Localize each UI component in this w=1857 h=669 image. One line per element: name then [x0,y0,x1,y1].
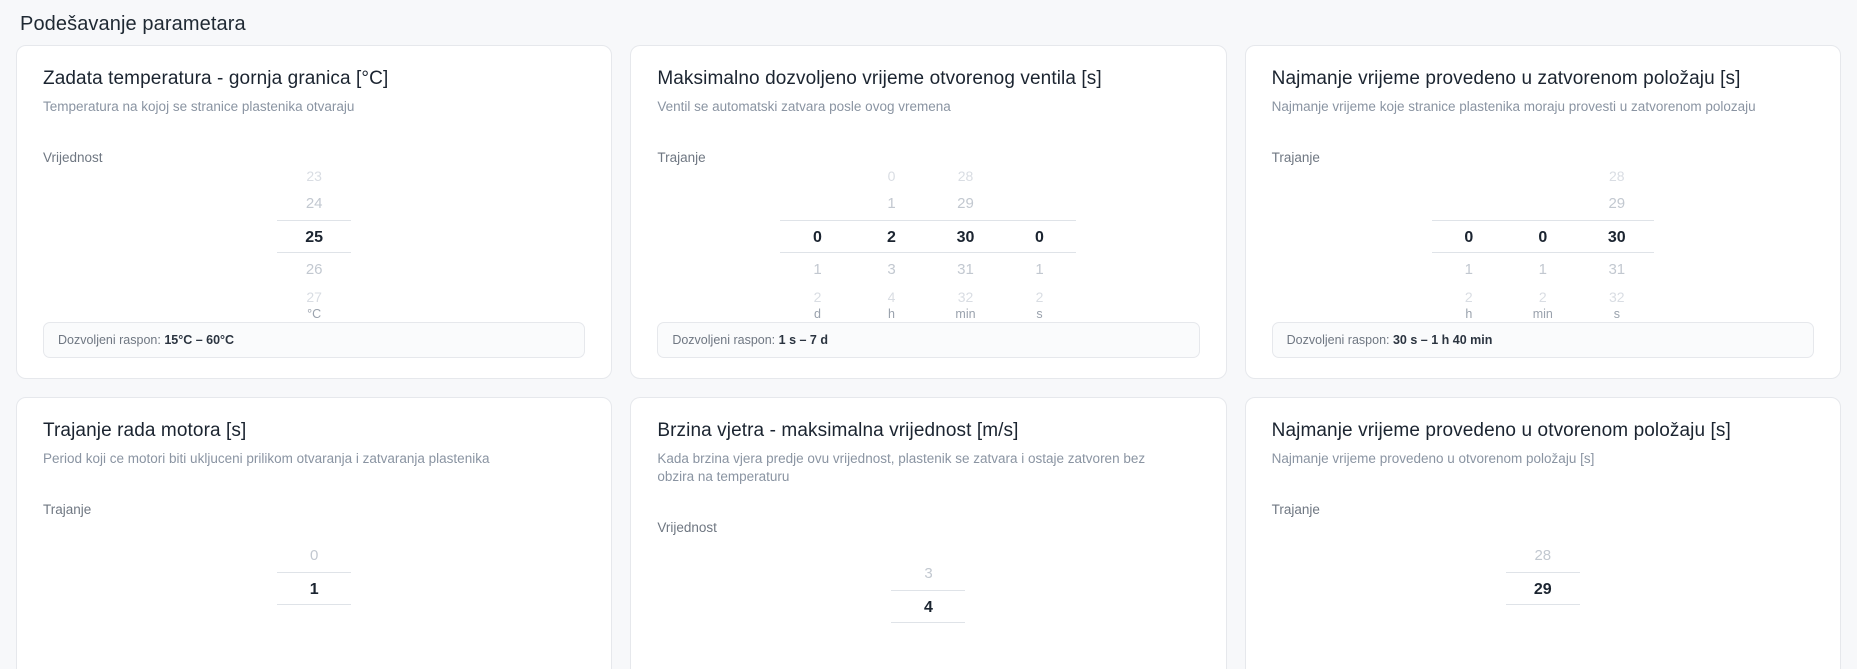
picker-unit-label: min [1532,307,1553,322]
picker-option-above-1[interactable]: 1 [887,195,896,213]
picker-unit-label [277,658,351,669]
picker-column-wind-speed[interactable] [891,537,965,669]
field-label: Trajanje [1271,150,1320,166]
parameter-card-motor-run-time [16,397,612,669]
picker-column-seconds[interactable] [1002,167,1076,322]
picker-option-selected[interactable]: 0 [780,220,854,253]
picker-option-below-1[interactable]: 1 [1464,261,1473,279]
card-description: Period koji ce motori biti ukljuceni prilikom otvaranja i zatvaranja plastenika [43,451,490,466]
duration-picker[interactable] [657,167,1199,327]
card-description: Najmanje vrijeme provedeno u otvorenom položaju [s] [1271,451,1595,466]
picker-unit-label: d [814,307,821,322]
picker-option-above-2[interactable] [891,537,965,557]
picker-unit-label: s [1613,307,1620,322]
picker-option-above-2[interactable] [277,519,351,539]
parameter-card-max-valve-open-time [630,45,1226,379]
field-label: Vrijednost [657,520,717,536]
picker-option-above-1[interactable] [1432,187,1506,220]
picker-column-days[interactable] [780,167,854,322]
card-title: Najmanje vrijeme provedeno u zatvorenom položaju [s] [1271,68,1741,89]
picker-option-below-2[interactable]: 2 [1035,289,1044,306]
picker-option-below-1[interactable]: 1 [1538,261,1547,279]
card-description: Temperatura na kojoj se stranice plastenika otvaraju [43,99,355,114]
duration-picker[interactable] [1272,519,1814,669]
parameter-card-max-wind-speed [630,397,1226,669]
picker-option-selected[interactable]: 4 [891,590,965,623]
field-label: Vrijednost [43,150,103,166]
picker-option-above-1[interactable] [1002,187,1076,220]
picker-unit-label: s [1036,307,1043,322]
picker-option-below-2[interactable]: 2 [1538,289,1547,306]
picker-option-above-1[interactable]: 3 [924,565,933,583]
field-label: Trajanje [43,502,92,518]
picker-option-selected[interactable]: 0 [1432,220,1506,253]
field-label: Trajanje [1271,502,1320,518]
picker-option-below-1[interactable] [277,605,351,638]
picker-option-below-2[interactable]: 2 [813,289,822,306]
picker-option-above-1[interactable]: 28 [1534,547,1552,565]
picker-option-above-2[interactable] [780,167,854,187]
picker-option-selected[interactable]: 1 [277,572,351,605]
duration-picker[interactable] [43,519,585,669]
picker-option-below-1[interactable]: 1 [1035,261,1044,279]
picker-option-below-2[interactable]: 32 [1609,289,1625,306]
picker-unit-label: °C [307,307,322,322]
picker-option-below-2[interactable]: 27 [306,289,322,306]
picker-option-below-2[interactable] [277,638,351,658]
picker-column-minutes[interactable] [928,167,1002,322]
value-picker[interactable] [657,537,1199,669]
picker-column-hours[interactable] [1432,167,1506,322]
picker-option-above-2[interactable] [1506,519,1580,539]
allowed-range-box [43,322,585,358]
parameter-card-min-closed-time [1245,45,1841,379]
allowed-range-label: Dozvoljeni raspon: [672,333,776,347]
picker-option-above-1[interactable]: 0 [309,547,319,565]
allowed-range-label: Dozvoljeni raspon: [58,333,161,347]
picker-option-selected[interactable]: 29 [1506,572,1580,605]
picker-option-selected[interactable]: 0 [1002,220,1076,253]
picker-unit-label: h [1465,307,1473,322]
parameter-card-min-open-time [1245,397,1841,669]
picker-option-below-2[interactable] [891,656,965,669]
picker-option-below-1[interactable] [1506,605,1580,638]
picker-option-below-2[interactable]: 2 [1464,289,1473,306]
picker-option-above-2[interactable] [1506,167,1580,187]
picker-option-below-2[interactable] [1506,638,1580,658]
picker-option-selected[interactable]: 0 [1506,220,1580,253]
field-label: Trajanje [657,150,706,166]
picker-option-above-1[interactable]: 29 [957,195,974,213]
picker-option-below-1[interactable]: 31 [957,261,974,279]
picker-unit-label: min [955,307,976,322]
card-title: Trajanje rada motora [s] [43,420,247,441]
picker-option-selected[interactable]: 30 [1580,220,1654,253]
allowed-range-value: 15°C – 60°C [164,333,235,347]
picker-option-above-2[interactable] [1002,167,1076,187]
card-title: Maksimalno dozvoljeno vrijeme otvorenog ventila [s] [657,68,1102,89]
card-description: Ventil se automatski zatvara posle ovog vremena [657,99,951,114]
picker-option-below-1[interactable]: 3 [887,261,896,279]
picker-option-above-1[interactable]: 24 [305,195,323,213]
card-title: Brzina vjetra - maksimalna vrijednost [m/s] [657,420,1019,441]
picker-option-selected[interactable]: 30 [928,220,1002,253]
picker-option-below-1[interactable] [891,623,965,656]
card-description: Kada brzina vjera predje ovu vrijednost, plastenik se zatvara i ostaje zatvoren bez obzira na temperaturu [657,451,1146,485]
parameter-card-temperature-upper-limit [16,45,612,379]
picker-option-below-1[interactable]: 26 [305,261,323,279]
card-title: Zadata temperatura - gornja granica [°C] [43,68,389,89]
picker-unit-label [1506,658,1580,669]
picker-option-above-2[interactable] [1432,167,1506,187]
allowed-range-label: Dozvoljeni raspon: [1286,333,1390,347]
picker-option-below-2[interactable]: 4 [887,289,896,306]
allowed-range-box [1272,322,1814,358]
picker-option-below-2[interactable]: 32 [957,289,974,306]
picker-option-above-2[interactable]: 23 [306,168,322,185]
picker-unit-label: h [888,307,895,322]
value-picker[interactable] [43,167,585,327]
allowed-range-value: 30 s – 1 h 40 min [1392,333,1493,347]
picker-column-seconds[interactable] [277,519,351,669]
picker-column-minutes[interactable] [1506,167,1580,322]
picker-option-above-1[interactable] [1506,187,1580,220]
page-title: Podešavanje parametara [20,13,246,35]
picker-option-above-1[interactable]: 29 [1608,195,1626,213]
picker-option-above-2[interactable]: 28 [1609,168,1625,185]
picker-column-celsius[interactable] [277,167,351,322]
picker-column-seconds[interactable] [1580,167,1654,322]
allowed-range-value: 1 s – 7 d [778,333,828,347]
picker-option-below-1[interactable]: 31 [1608,261,1626,279]
card-title: Najmanje vrijeme provedeno u otvorenom položaju [s] [1271,420,1731,441]
picker-option-below-1[interactable]: 1 [813,261,822,279]
picker-option-selected[interactable]: 2 [854,220,928,253]
parameter-cards-grid [16,45,1841,669]
picker-option-selected[interactable]: 25 [277,220,351,253]
duration-picker[interactable] [1272,167,1814,327]
picker-option-above-2[interactable]: 28 [957,168,974,185]
picker-option-above-2[interactable]: 0 [887,168,896,185]
picker-column-seconds[interactable] [1506,519,1580,669]
picker-column-hours[interactable] [854,167,928,322]
card-description: Najmanje vrijeme koje stranice plastenika moraju provesti u zatvorenom polozaju [1271,99,1756,114]
allowed-range-box [657,322,1199,358]
picker-option-above-1[interactable] [780,187,854,220]
